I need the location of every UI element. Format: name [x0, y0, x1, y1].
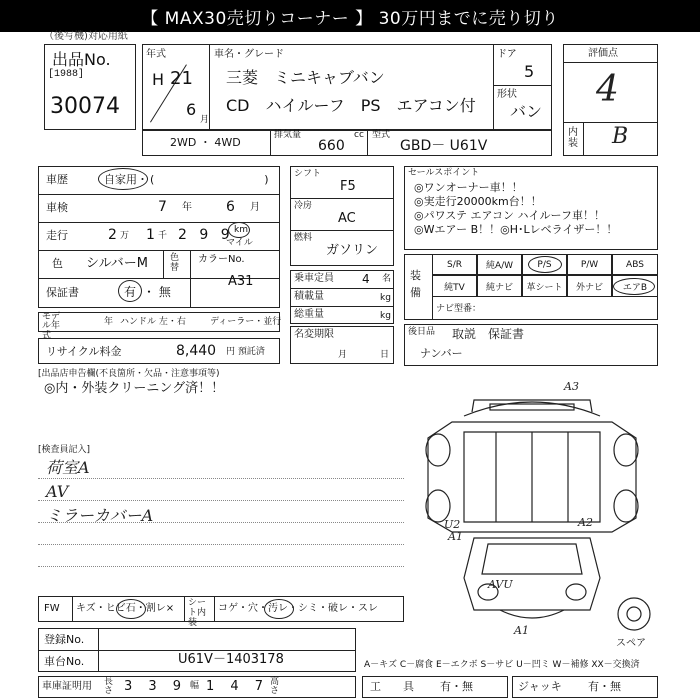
load-label: 積載量: [294, 291, 324, 302]
equip-ps: P/S: [522, 254, 567, 275]
color-label: 色: [52, 257, 63, 270]
selling-point-4: ◎Wエアー B！！◎H･Lレベライザー！！: [414, 223, 618, 236]
score-value: 4: [596, 69, 619, 110]
model-line1: 三菱 ミニキャブバン: [226, 68, 385, 87]
model-label: 車名・グレード: [214, 49, 284, 60]
mark-a3: A3: [564, 380, 579, 393]
car-diagram: [404, 378, 660, 648]
inspection-label: 車検: [46, 201, 68, 214]
recycle-label: リサイクル料金: [46, 345, 122, 358]
name-change-day: 日: [380, 350, 390, 360]
name-change-label: 名変期限: [294, 329, 334, 340]
warranty-no: ・ 無: [143, 285, 171, 299]
history-label: 車歴: [46, 173, 68, 186]
legend-codes: A－キズ C－腐食 E－エクボ S－サビ U－凹ミ W－補修 XX－交換済: [364, 660, 640, 670]
displacement-label: 排気量: [274, 130, 302, 140]
post-items-label: 後日品: [408, 327, 436, 337]
equip-tv: 純TV: [432, 275, 477, 297]
interior-value: B: [612, 124, 629, 149]
name-change-month: 月: [338, 350, 348, 360]
shape-value: バン: [510, 102, 543, 121]
length-value: 3 3 9: [124, 679, 188, 694]
load-unit: kg: [380, 293, 391, 303]
damage-circle-1: [116, 599, 146, 619]
width-label: 幅: [190, 681, 200, 691]
km-circle: [228, 222, 250, 238]
mileage-unit-km: km: [234, 225, 248, 235]
color-value: シルバーM: [86, 256, 148, 271]
chassis-value: U61V－1403178: [178, 652, 284, 667]
equip-aw: 純A/W: [477, 254, 522, 275]
lot-label: 出品No.: [52, 50, 111, 69]
capacity-value: 4: [362, 272, 370, 286]
mileage-sen-unit: 千: [158, 231, 168, 241]
cert-label: 車庫証明用: [42, 681, 92, 692]
chassis-label: 車台No.: [44, 655, 85, 668]
history-value: 自家用・: [104, 173, 148, 186]
post-items-value: 取説 保証書: [452, 327, 525, 341]
equipment-label: 装備: [410, 269, 421, 299]
drive-text: 2WD ・ 4WD: [170, 136, 241, 149]
notes-header: [出品店申告欄(不良箇所・欠品・注意事項等): [38, 369, 220, 379]
capacity-unit: 名: [382, 274, 392, 284]
model-year-label: モデル年式: [42, 312, 61, 341]
mileage-man: 2: [108, 227, 117, 243]
recycle-unit: 円 預託済: [226, 347, 265, 357]
month-unit: 月: [200, 115, 210, 125]
tools-value: 有・無: [440, 680, 473, 693]
color-no-label: カラーNo.: [198, 254, 245, 265]
width-value: 1 4 7: [206, 679, 270, 694]
interior-label: 内装: [568, 127, 578, 149]
door-label: ドア: [497, 49, 517, 60]
shape-label: 形状: [497, 89, 517, 100]
lot-number: 30074: [50, 94, 120, 119]
equip-sr: S/R: [432, 254, 477, 275]
fuel-value: ガソリン: [326, 243, 379, 258]
model-line2: CD ハイルーフ PS エアコン付: [226, 96, 476, 115]
damage-items: キズ・ヒビ石・割レ×: [76, 603, 175, 614]
jack-value: 有・無: [588, 680, 621, 693]
door-value: 5: [524, 62, 535, 81]
notes-value: ◎内・外装クリーニング済！！: [44, 381, 225, 396]
mileage-label: 走行: [46, 229, 68, 242]
inspector-line-3: ミラーカバーA: [46, 506, 154, 525]
equip-ext-navi: 外ナビ: [567, 275, 612, 297]
weight-label: 総重量: [294, 309, 324, 320]
inspection-month: 6: [226, 199, 235, 215]
mark-a1-bottom: A1: [514, 624, 529, 637]
form-note: （後写機)対応用紙: [44, 31, 128, 42]
displacement-value: 660: [318, 138, 345, 154]
shift-value: F5: [340, 179, 356, 194]
damage-circle-2: [264, 599, 294, 619]
length-label: 長さ: [104, 677, 114, 696]
year-value: 21: [170, 68, 193, 89]
mark-a1-left: A1: [448, 530, 463, 543]
equip-pw: P/W: [567, 254, 612, 275]
month-value: 6: [186, 100, 197, 119]
handle-text: ハンドル 左・右: [120, 317, 186, 327]
seat-label: シート内装: [188, 598, 207, 628]
equip-airbag: エアB: [612, 275, 658, 297]
post-items-value2: ナンバー: [420, 347, 463, 360]
history-paren: ( ): [150, 173, 269, 186]
shift-label: シフト: [294, 169, 322, 179]
equip-navi: 純ナビ: [477, 275, 522, 297]
mark-avu: AVU: [488, 578, 513, 591]
weight-unit: kg: [380, 311, 391, 321]
selling-points-title: セールスポイント: [408, 168, 480, 178]
displacement-unit: cc: [354, 130, 364, 140]
mileage-man-unit: 万: [120, 231, 130, 241]
banner-title: 【 MAX30売切りコーナー 】 30万円までに売り切り: [0, 0, 700, 32]
selling-points-box: [404, 166, 658, 250]
height-label: 高さ: [270, 677, 280, 696]
lot-bracket: [1988]: [48, 69, 85, 80]
equip-leather: 革シート: [522, 275, 567, 297]
type-label: 型式: [372, 130, 391, 140]
ac-value: AC: [338, 211, 356, 226]
history-circle: [98, 168, 148, 190]
inspection-year-unit: 年: [182, 202, 192, 213]
mileage-digits: 2 9 9: [178, 227, 234, 243]
jack-label: ジャッキ: [518, 680, 562, 693]
fuel-label: 燃料: [294, 233, 313, 243]
mark-u2: U2: [444, 518, 461, 531]
equip-abs: ABS: [612, 254, 658, 275]
warranty-circle: [118, 280, 142, 302]
score-label: 評価点: [588, 48, 618, 59]
capacity-label: 乗車定員: [294, 273, 334, 284]
selling-point-1: ◎ワンオーナー車！！: [414, 181, 523, 194]
selling-point-2: ◎実走行20000km台！！: [414, 195, 542, 208]
damage-items-2: コゲ・穴・汚レ・シミ・破レ・スレ: [218, 603, 378, 614]
airbag-circle: [613, 278, 655, 295]
ps-circle: [528, 256, 562, 273]
selling-point-3: ◎パワステ エアコン ハイルーフ車！！: [414, 209, 605, 222]
warranty-yes: 有: [124, 285, 137, 299]
mileage-sen: 1: [146, 227, 155, 243]
tools-label: 工 具: [370, 680, 414, 693]
inspection-year: 7: [158, 199, 167, 215]
inspector-line-2: AV: [46, 482, 69, 501]
dealer-text: ディーラー・並行: [210, 317, 282, 327]
mileage-unit-mile: マイル: [226, 238, 253, 248]
color-change-label: 色替: [170, 253, 180, 273]
ac-label: 冷房: [294, 201, 313, 211]
spare-label: スペア: [616, 638, 646, 648]
fw-label: FW: [44, 603, 60, 614]
reg-label: 登録No.: [44, 633, 85, 646]
type-value: GBD－ U61V: [400, 138, 488, 154]
warranty-label: 保証書: [46, 286, 79, 299]
inspection-month-unit: 月: [250, 202, 260, 213]
inspector-line-1: 荷室A: [46, 458, 90, 477]
year-label: 年式: [146, 49, 166, 60]
navi-label: ナビ型番：: [436, 304, 482, 314]
inspector-header: [検査員記入]: [38, 445, 91, 455]
color-no-value: A31: [228, 274, 254, 289]
recycle-value: 8,440: [176, 343, 217, 359]
model-year-unit: 年: [104, 317, 114, 327]
year-era: H: [152, 70, 165, 89]
mark-a2: A2: [578, 516, 593, 529]
